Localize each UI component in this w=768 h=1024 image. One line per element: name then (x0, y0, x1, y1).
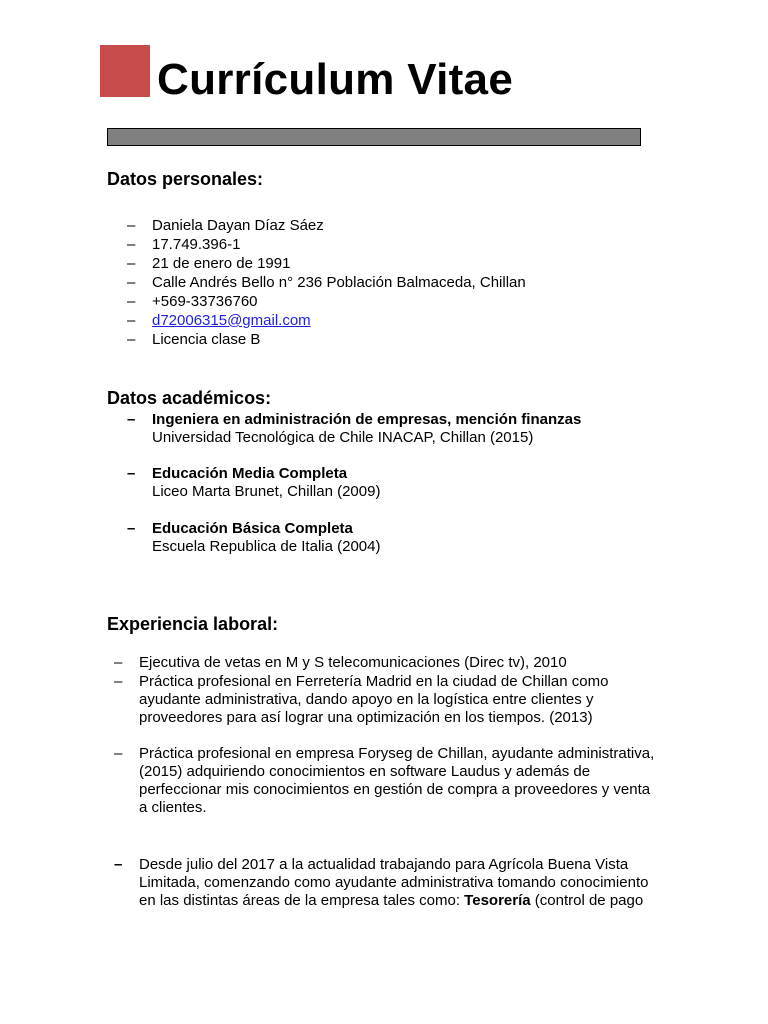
experience-item (114, 654, 674, 672)
academic-item (127, 465, 380, 501)
academic-title: Ingeniera en administración de empresas, mención finanzas (152, 411, 582, 428)
personal-address: Calle Andrés Bello n° 236 Población Balmaceda, Chillan (152, 274, 526, 291)
list-item (127, 311, 526, 330)
academic-item (127, 520, 380, 556)
dash-bullet: – (114, 856, 123, 873)
dash-bullet: – (114, 745, 123, 762)
dash-bullet: – (127, 312, 136, 329)
decorative-red-square (100, 45, 150, 97)
personal-phone: +569-33736760 (152, 293, 258, 310)
dash-bullet: – (114, 673, 123, 690)
experience-line: ayudante administrativa, dando apoyo en la logística entre clientes y (139, 691, 594, 708)
personal-name: Daniela Dayan Díaz Sáez (152, 217, 324, 234)
list-item (127, 330, 526, 349)
academic-title: Educación Media Completa (152, 465, 348, 482)
experience-line: proveedores para así lograr una optimización en los tiempos. (2013) (139, 709, 593, 726)
experience-item (114, 745, 674, 817)
experience-line (114, 892, 674, 910)
experience-item (114, 673, 674, 727)
experience-bold-term: Tesorería (464, 892, 531, 909)
list-item (127, 254, 526, 273)
dash-bullet: – (127, 465, 136, 482)
academic-item (127, 411, 581, 447)
personal-birthdate: 21 de enero de 1991 (152, 255, 291, 272)
personal-data-list (127, 216, 526, 349)
experience-line: Ejecutiva de vetas en M y S telecomunicaciones (Direc tv), 2010 (139, 654, 567, 671)
experience-line: a clientes. (139, 799, 207, 816)
page-title: Currículum Vitae (157, 55, 514, 104)
academic-detail: Liceo Marta Brunet, Chillan (2009) (152, 483, 381, 500)
academic-detail: Universidad Tecnológica de Chile INACAP, Chillan (2015) (152, 429, 534, 446)
dash-bullet: – (127, 331, 136, 348)
list-item (127, 216, 526, 235)
section-heading-experience: Experiencia laboral: (107, 614, 279, 634)
list-item (127, 292, 526, 311)
experience-line: (2015) adquiriendo conocimientos en software Laudus y además de (139, 763, 591, 780)
experience-line: Práctica profesional en Ferretería Madrid en la ciudad de Chillan como (139, 673, 609, 690)
experience-line: perfeccionar mis conocimientos en gestión de compra a proveedores y venta (139, 781, 651, 798)
experience-item (114, 856, 674, 910)
title-divider-bar (107, 128, 641, 146)
dash-bullet: – (127, 255, 136, 272)
personal-license: Licencia clase B (152, 331, 261, 348)
experience-line: Desde julio del 2017 a la actualidad trabajando para Agrícola Buena Vista (139, 856, 629, 873)
personal-id: 17.749.396-1 (152, 236, 241, 253)
section-heading-personal: Datos personales: (107, 169, 264, 189)
experience-line-tail: (control de pago (534, 892, 644, 909)
dash-bullet: – (127, 274, 136, 291)
dash-bullet: – (127, 293, 136, 310)
email-link[interactable]: d72006315@gmail.com (152, 312, 311, 329)
academic-title: Educación Básica Completa (152, 520, 353, 537)
experience-line-text: en las distintas áreas de la empresa tales como: (139, 892, 460, 909)
academic-detail: Escuela Republica de Italia (2004) (152, 538, 381, 555)
experience-line: Práctica profesional en empresa Foryseg de Chillan, ayudante administrativa, (139, 745, 655, 762)
dash-bullet: – (127, 217, 136, 234)
list-item (127, 273, 526, 292)
dash-bullet: – (127, 520, 136, 537)
dash-bullet: – (127, 236, 136, 253)
experience-line: Limitada, comenzando como ayudante administrativa tomando conocimiento (139, 874, 649, 891)
dash-bullet: – (127, 411, 136, 428)
dash-bullet: – (114, 654, 123, 671)
list-item (127, 235, 526, 254)
section-heading-academic: Datos académicos: (107, 388, 272, 408)
